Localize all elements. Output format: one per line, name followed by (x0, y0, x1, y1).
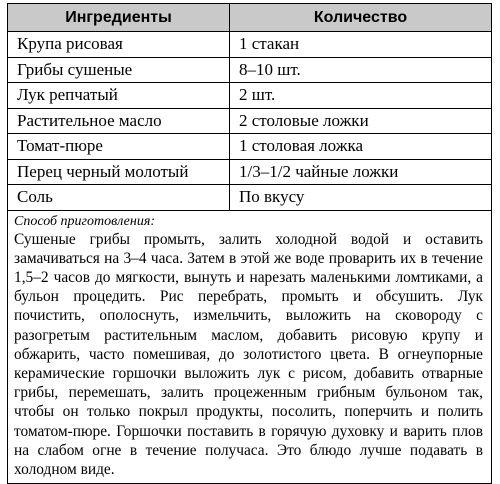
ingredient-cell: Лук репчатый (8, 83, 230, 109)
ingredient-cell: Соль (8, 185, 230, 211)
quantity-cell: По вкусу (230, 185, 492, 211)
quantity-cell: 8–10 шт. (230, 57, 492, 83)
table-row (8, 57, 492, 83)
quantity-cell: 1 столовая ложка (230, 134, 492, 160)
ingredient-cell: Перец черный молотый (8, 159, 230, 185)
table-row (8, 83, 492, 109)
table-row (8, 32, 492, 58)
recipe-table (7, 3, 492, 484)
quantity-cell: 2 столовые ложки (230, 108, 492, 134)
quantity-cell: 1 стакан (230, 32, 492, 58)
table-row (8, 185, 492, 211)
quantity-cell: 2 шт. (230, 83, 492, 109)
method-heading: Способ приготовления: (14, 213, 155, 229)
quantity-cell: 1/3–1/2 чайные ложки (230, 159, 492, 185)
method-text: Сушеные грибы промыть, залить холодной водой и оставить замачиваться на 3–4 часа. Затем в этой же воде проварить их в течение 1,5–2 часов до мягкости, вынуть и нарезать маленькими ломтиками, а бульон процедить. Рис перебрать, промыть и обсушить. Лук почистить, ополоснуть, измельчить, выложить на сковороду с разогретым растительным маслом, добавить рисовую крупу и обжарить, часто помешивая, до золотистого цвета. В огнеупорные керамические горшочки выложить лук с рисом, добавить отварные грибы, перемешать, залить процеженным грибным бульоном так, чтобы он только покрыл продукты, посолить, поперчить и полить томатом-пюре. Горшочки поставить в горячую духовку и варить плов на слабом огне в течение получаса. Это блюдо лучше подавать в холодном виде. (14, 230, 483, 478)
table-header-row (8, 4, 492, 32)
ingredient-cell: Растительное масло (8, 108, 230, 134)
ingredient-cell: Крупа рисовая (8, 32, 230, 58)
method-row (8, 210, 492, 484)
ingredient-cell: Грибы сушеные (8, 57, 230, 83)
table-row (8, 108, 492, 134)
header-ingredients: Ингредиенты (8, 4, 230, 32)
header-quantity: Количество (230, 4, 492, 32)
table-row (8, 134, 492, 160)
method-cell (8, 210, 492, 484)
table-row (8, 159, 492, 185)
ingredient-cell: Томат-пюре (8, 134, 230, 160)
